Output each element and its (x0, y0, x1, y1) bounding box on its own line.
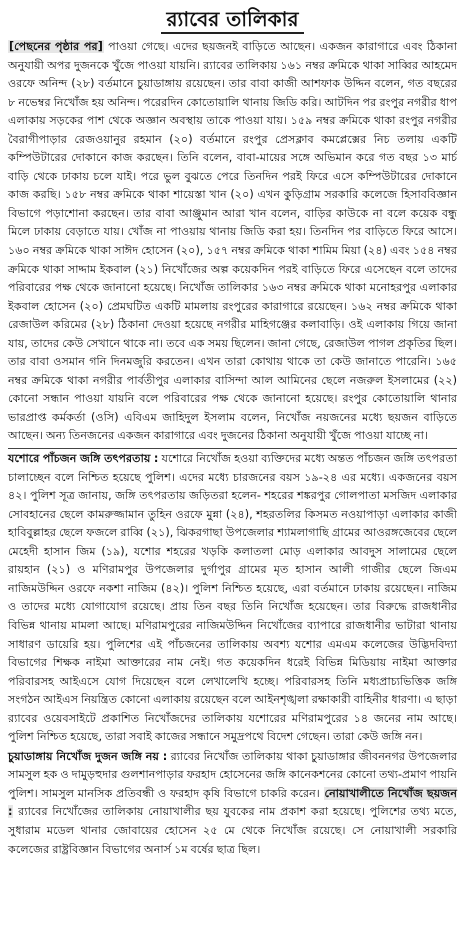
intro-body: পাওয়া গেছে। এদের ছয়জনই বাড়িতে আছেন। একজন কারাগারে এবং ঠিকানা অনুযায়ী অপর দুজনকে খুঁজে পাওয়া যায়নি। র‌্যাবের তালিকায় ১৬১ নম্বর ক্রমিকে থাকা সাব্বির আহমেদ ওরফে অনিন্দ (২৮) বর্তমানে চুয়াডাঙ্গায় রয়েছেন। তার বাবা কাজী আশফাক উদ্দিন বলেন, গত বছরের ৮ নভেম্বর নিখোঁজ হয় অনিন্দ। পরেরদিন কোতোয়ালি থানায় জিডি করি। আটদিন পর রংপুর নগরীর ধাপ এলাকায় সড়কের পাশ থেকে অজ্ঞান অবস্থায় তাকে পাওয়া যায়। ১৫৯ নম্বর ক্রমিকে থাকা রংপুর নগরীর বৈরাগীপাড়ার রেজওয়ানুর রহমান (২০) বর্তমানে রংপুর প্রেসক্লাব কমপ্লেক্সের নিচ তলায় একটি কম্পিউটারের দোকানে কাজ করছেন। তিনি বলেন, বাবা-মায়ের সঙ্গে অভিমান করে গত বছর ১৩ মার্চ বাড়ি থেকে ঢাকায় চলে যাই। পরে ভুল বুঝতে পেরে তিনদিন পরই ফিরে এসে কম্পিউটারের দোকানে কাজ করছি। ১৫৮ নম্বর ক্রমিকে থাকা শায়েস্তা খান (২০) এখন কুড়িগ্রাম সরকারি কলেজে হিসাববিজ্ঞান বিভাগে পড়াশোনা করছেন। তার বাবা আঞ্জুমান আরা খান বলেন, বাড়ির কাউকে না বলে কয়েক বন্ধু মিলে ঢাকায় বেড়াতে যায়। খোঁজ না পাওয়ায় থানায় জিডি করা হয়। তিনদিন পর বাড়িতে ফিরে আসে। ১৬০ নম্বর ক্রমিকে থাকা সাঈদ হোসেন (২০), ১৫৭ নম্বর ক্রমিকে থাকা শামিম মিয়া (২৪) এবং ১৫৪ নম্বর ক্রমিকে থাকা সাদ্দাম ইকবাল (২১) নিখোঁজের অল্প কয়েকদিন পরই বাড়িতে ফিরে এসেছেন বলে তাদের পরিবারের পক্ষ থেকে জানানো হয়েছে। নিখোঁজ তালিকার ১৬৩ নম্বর ক্রমিকে থাকা মনোহরপুর এলাকার ইকবাল হোসেন (২০) প্রেমঘটিত একটি মামলায় রংপুরের কারাগারে রয়েছেন। ১৬২ নম্বর ক্রমিকে থাকা রেজাউল করিমের (২৮) ঠিকানা দেওয়া হয়েছে নগরীর মাহিগঞ্জের কলাবাড়ি। ওই এলাকায় গিয়ে জানা যায়, তাদের কেউ সেখানে থাকে না। তবে এক সময় ছিলেন। জানা গেছে, রেজাউল পাগল প্রকৃতির ছিল। তার বাবা ওসমান গনি দিনমজুরি করতেন। এখন তারা কোথায় থাকে তা কেউ জানাতে পারেনি। ১৬৫ নম্বর ক্রমিকে থাকা নগরীর পার্বতীপুর এলাকার বাসিন্দা আল আমিনের ছেলে নজরুল ইসলামের (২২) কোনো সন্ধান পাওয়া যায়নি বলে পরিবারের পক্ষ থেকে জানানো হয়েছে। রংপুর কোতোয়ালি থানার ভারপ্রাপ্ত কর্মকর্তা (ওসি) এবিএম জাহিদুল ইসলাম বলেন, নিখোঁজ নয়জনের মধ্যে ছয়জন বাড়িতে আছেন। অন্য তিনজনের একজন কারাগারে এবং দুজনের ঠিকানা অনুযায়ী খুঁজে পাওয়া যাচ্ছে না। (8, 40, 457, 443)
noakhali-body: র‌্যাবের নিখোঁজের তালিকায় নোয়াখালীর ছয় যুবকের নাম প্রকাশ করা হয়েছে। পুলিশের তথ্য মতে, সুধারাম মডেল থানার জোবায়ের হোসেন ২৫ মে থেকে নিখোঁজ রয়েছে। সে নোয়াখালী সরকারি কলেজের রাষ্ট্রবিজ্ঞান বিভাগের অনার্স ১ম বর্ষের ছাত্র ছিল। (8, 805, 457, 856)
headline-area (8, 4, 457, 38)
section-divider (8, 448, 457, 449)
noakhali-subhead: নোয়াখালীতে নিখোঁজ ছয়জন : (8, 786, 457, 819)
chuadanga-subhead: চুয়াডাঙ্গায় নিখোঁজ দুজন জঙ্গি নয় : (8, 749, 168, 763)
chuadanga-noakhali-paragraph (8, 748, 457, 859)
chuadanga-body: র‌্যাবের নিখোঁজ তালিকায় থাকা চুয়াডাঙ্গার জীবননগর উপজেলার সামসুল হক ও দামুড়হুদার গুলশানপাড়ার ফরহাদ হোসেনের জঙ্গি কানেকশনের কোনো তথ্য-প্রমাণ পায়নি পুলিশ। সামসুল মানসিক প্রতিবন্ধী ও ফরহাদ কৃষি বিভাগে চাকরি করেন। (8, 749, 457, 800)
article-headline: র‌্যাবের তালিকার (161, 6, 305, 34)
intro-paragraph (8, 38, 457, 446)
jessore-body: যশোরে নিখোঁজ হওয়া ব্যক্তিদের মধ্যে অন্তত পাঁচজন জঙ্গি তৎপরতা চালাচ্ছেন বলে নিশ্চিত হয়েছে পুলিশ। এদের মধ্যে চারজনের বয়স ১৯-২৪ এর মধ্যে। একজনের বয়স ৪২। পুলিশ সূত্র জানায়, জঙ্গি তৎপরতায় জড়িতরা হলেন- শহরের শঙ্করপুর গোলপাতা মসজিদ এলাকার সোবহানের ছেলে কামরুজ্জামান তুহিন ওরফে মুন্না (২৪), শহরতলির কিসমত নওয়াপাড়া এলাকার কাজী হাবিবুল্লাহর ছেলে ফজলে রাব্বি (২১), ঝিকরগাছা উপজেলার শ্যামলাগাছি গ্রামের আওরঙ্গজেবের ছেলে মেহেদী হাসান জিম (১৯), যশোর শহরের খড়কি কলাতলা মোড় এলাকার আবদুস সালামের ছেলে রায়হান (২১) ও মণিরামপুর উপজেলার দুর্গাপুর গ্রামের মৃত হাসান আলী গাজীর ছেলে জিএম নাজিমউদ্দিন ওরফে নকশা নাজিম (৪২)। পুলিশ নিশ্চিত হয়েছে, এরা বর্তমানে ঢাকায় রয়েছেন। নাজিম ও তাদের মধ্যে যোগাযোগ রয়েছে। প্রায় তিন বছর তিনি নিখোঁজ হয়েছেন। তার বিরুদ্ধে রাজধানীর বিভিন্ন থানায় মামলা আছে। মণিরামপুরের নাজিমউদ্দিন নিখোঁজের ব্যাপারে রাজধানীর ভাটারা থানায় সাধারণ ডায়েরি হয়। পুলিশের এই পাঁচজনের তালিকায় অবশ্য যশোর এমএম কলেজের উদ্ভিদবিদ্যা বিভাগের শিক্ষক নাইমা আক্তারের নাম নেই। গত কয়েকদিন ধরেই বিভিন্ন মিডিয়ায় নাইমা আক্তার পরিবারসহ আইএসে যোগ দিয়েছেন বলে লেখালেখি হচ্ছে। পরিবারসহ তিনি মধ্যপ্রাচ্যভিত্তিক জঙ্গি সংগঠন আইএস নিয়ন্ত্রিত কোনো এলাকায় রয়েছেন বলে আইনশৃঙ্খলা রক্ষাকারী বাহিনীর ধারণা। এ ছাড়া র‌্যাবের ওয়েবসাইটে প্রকাশিত নিখোঁজদের তালিকায় যশোরের মণিরামপুরের ১৪ জনের নাম আছে। পুলিশ নিশ্চিত হয়েছে, তারা সবাই কাজের সন্ধানে সমুদ্রপথে বিদেশ গেছেন। তারা কেউ জঙ্গি নন। (8, 452, 457, 744)
jessore-paragraph (8, 450, 457, 747)
jessore-subhead: যশোরে পাঁচজন জঙ্গি তৎপরতায় : (8, 452, 159, 466)
continued-from-label: [পেছনের পৃষ্ঠার পর] (9, 40, 103, 53)
